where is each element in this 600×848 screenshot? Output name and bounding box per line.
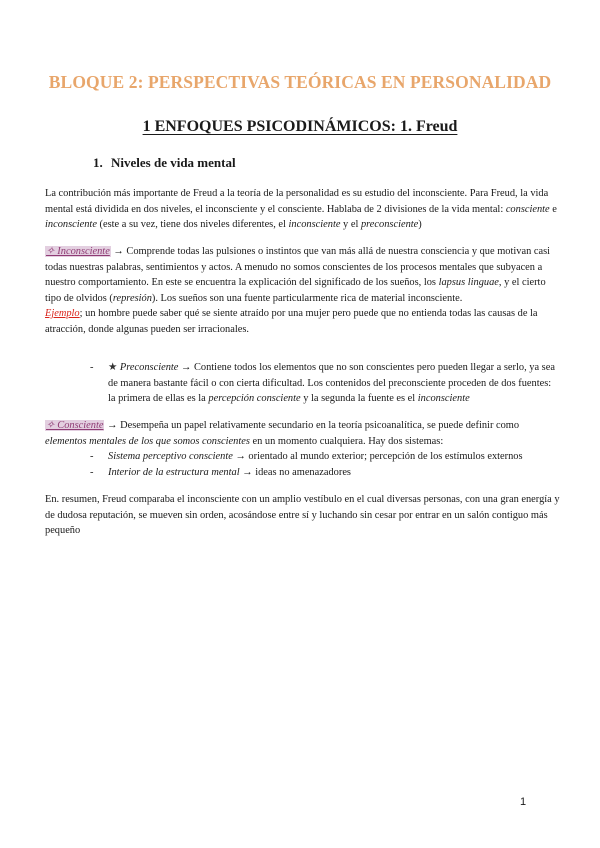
section-title [0,118,600,136]
ejemplo-text: ; un hombre puede saber qué se siente atraído por una mujer pero puede que no entienda todas las causas de la atracción, donde algunas pueden ser irracionales. [45,308,538,335]
list-item [90,449,560,465]
consciente-text: Desempeña un papel relativamente secundario en la teoría psicoanalítica, se puede definir como [120,420,520,431]
sistemas-list [90,449,560,480]
intro-em-inconsciente: inconsciente [45,219,97,230]
page-number: 1 [520,796,527,808]
consciente-em-elementos: elementos mentales de los que somos conscientes [45,435,250,447]
list-item [90,360,560,407]
sistema-label: Sistema perceptivo consciente [108,451,233,462]
inconsciente-text: ). Los sueños son una fuente particularmente rica de material inconsciente. [151,292,463,304]
dash-marker: - [90,362,94,373]
arrow-icon: → [104,420,121,431]
preconsciente-label: Preconsciente [119,362,179,373]
dash-marker: - [90,451,94,462]
resumen-paragraph: En. resumen, Freud comparaba el inconsciente con un amplio vestíbulo en el cual diversas personas, con una gran energía y de dudosa reputación, se mueven sin orden, acosándose entre sí y luchando sin cesar por entrar en un salón contiguo más pequeño [45,494,560,536]
inconsciente-text: Comprende todas las pulsiones o instintos que van más allá de nuestra consciencia y que motivan casi todas nuestras palabras, sentimientos y actos. A menudo no somos conscientes de los procesos mentales que subyacen a nuestro comportamiento. En este se encuentra la explicación del significado de los sueños, los [45,246,551,288]
inconsciente-paragraph [45,244,563,337]
intro-text: (este a su vez, tiene dos niveles diferentes, el [96,219,289,230]
intro-em-preconsciente: preconsciente [360,219,419,230]
preconsciente-em-inconsciente: inconsciente [417,393,470,404]
sistema-label: Interior de la estructura mental [108,466,240,478]
inconsciente-text: , y el cierto tipo de olvidos ( [45,277,546,304]
consciente-text: en un momento cualquiera. Hay dos sistemas: [249,435,444,447]
star-icon: ★ [108,362,120,373]
intro-em-consciente: consciente [505,203,550,215]
preconsciente-em-percepcion: percepción consciente [208,393,301,404]
intro-text: y el [340,219,361,230]
preconsciente-text: → Contiene todos los elementos que no son conscientes pero pueden llegar a serlo, ya sea de manera bastante fácil o con cierta dificultad. Los contenidos del preconsciente proceden de dos fuentes: la primera de ellas es la [108,362,555,404]
inconsciente-em-represion: represión [112,292,152,304]
sistema-text: → ideas no amenazadores [239,466,351,478]
list-item [90,465,560,481]
consciente-label: ✧ Consciente [46,420,104,431]
intro-text: ) [418,219,422,230]
consciente-paragraph [45,418,563,449]
inconsciente-label: ✧ Inconsciente [46,246,110,257]
arrow-icon: → [110,246,127,257]
intro-text: La contribución más importante de Freud a la teoría de la personalidad es su estudio del inconsciente. Para Freud, la vida mental está dividida en dos niveles, el inconsciente y el consciente. Hablaba de 2 divisiones de la vida mental: [45,188,549,215]
ejemplo-label: Ejemplo [45,308,80,319]
intro-em-inconsciente-2: inconsciente [288,219,341,230]
intro-paragraph [45,186,563,233]
inconsciente-em-lapsus: lapsus linguae [438,277,499,288]
intro-text: e [549,203,557,215]
bloque-title: BLOQUE 2: PERSPECTIVAS TEÓRICAS EN PERSONALIDAD [48,72,552,92]
subheading-text: Niveles de vida mental [111,155,236,170]
preconsciente-list [90,360,560,407]
preconsciente-text: y la segunda la fuente es el [300,393,418,404]
section-title-text: 1 ENFOQUES PSICODINÁMICOS: 1. Freud [142,118,458,135]
subheading-number: 1. [93,155,103,170]
subheading [93,155,236,171]
sistema-text: → orientado al mundo exterior; percepción de los estímulos externos [232,451,523,462]
dash-marker: - [90,466,94,478]
